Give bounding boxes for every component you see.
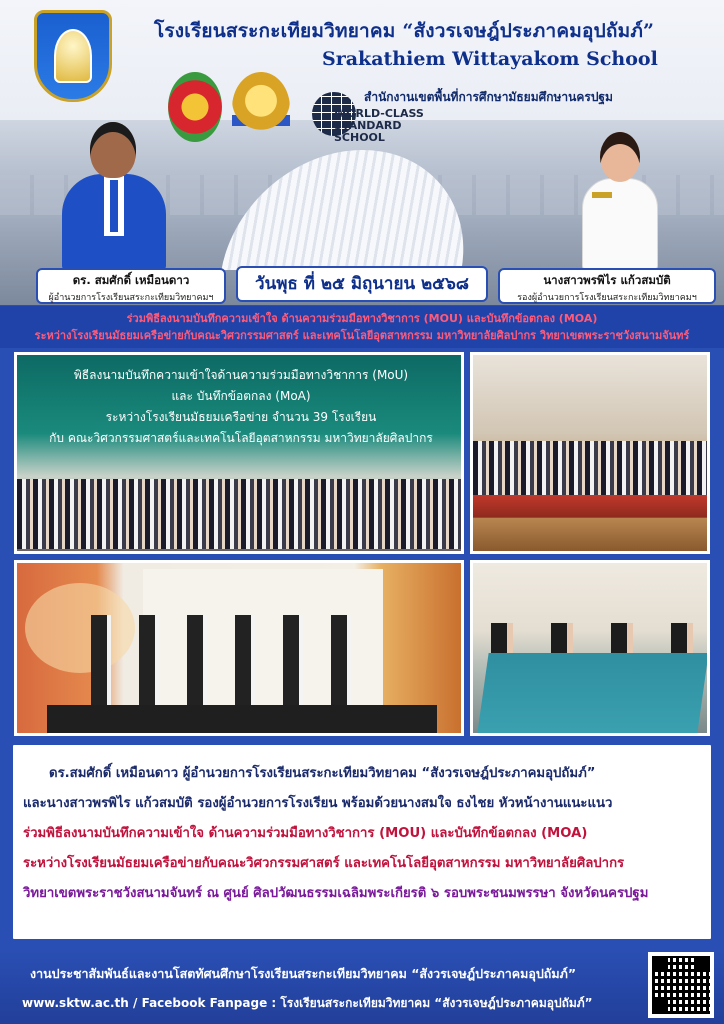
- news-body: [10, 742, 714, 942]
- stage-crowd: [473, 441, 707, 495]
- signing-officials: [77, 615, 377, 707]
- body-line-5: วิทยาเขตพระราชวังสนามจันทร์ ณ ศูนย์ ศิลปวัฒนธรรมเฉลิมพระเกียรติ ๖ รอบพระชนมพรรษา จังหวัดนครปฐม: [23, 886, 649, 901]
- caption-line-2: และ บันทึกข้อตกลง (MoA): [171, 389, 311, 403]
- deputy-title: รองผู้อำนวยการโรงเรียนสระกะเทียมวิทยาคมฯ: [517, 293, 697, 303]
- body-line-3: ร่วมพิธีลงนามบันทึกความเข้าใจ ด้านความร่วมมือทางวิชาการ (MOU) และบันทึกข้อตกลง (MOA): [23, 826, 588, 841]
- deputy-director-photo: [582, 132, 658, 270]
- subject-line-2: ระหว่างโรงเรียนมัธยมเครือข่ายกับคณะวิศวกรรมศาสตร์ และเทคโนโลยีอุตสาหกรรม มหาวิทยาลัยศิลปากร วิทยาเขตพระราชวังสนามจันทร์: [34, 329, 690, 342]
- group-crowd: [17, 479, 461, 549]
- header-banner: [0, 0, 724, 305]
- obec-logo: [168, 72, 222, 142]
- caption-line-1: พิธีลงนามบันทึกความเข้าใจด้านความร่วมมือทางวิชาการ (MoU): [73, 368, 409, 382]
- deputy-head: [600, 132, 640, 182]
- body-line-4: ระหว่างโรงเรียนมัธยมเครือข่ายกับคณะวิศวกรรมศาสตร์ และเทคโนโลยีอุตสาหกรรม มหาวิทยาลัยศิลปากร: [23, 856, 625, 871]
- director-name-card: [36, 268, 226, 304]
- school-name-english: Srakathiem Wittayakom School: [322, 48, 658, 70]
- stage-platform: [473, 495, 707, 551]
- photo-stage-group: [470, 352, 710, 554]
- signing-table: [47, 705, 437, 733]
- caption-line-4: กับ คณะวิศวกรรมศาสตร์และเทคโนโลยีอุตสาหกรรม มหาวิทยาลัยศิลปากร: [49, 431, 433, 445]
- caption-line-3: ระหว่างโรงเรียนมัธยมเครือข่าย จำนวน 39 โรงเรียน: [105, 410, 377, 424]
- subject-strip: [0, 306, 724, 348]
- photo-signing-ceremony: [14, 560, 464, 736]
- deputy-name-card: [498, 268, 716, 304]
- deputy-name: นางสาวพรพิไร แก้วสมบัติ: [543, 273, 671, 287]
- world-class-line2: STANDARD SCHOOL: [334, 119, 402, 144]
- footer-department: งานประชาสัมพันธ์และงานโสตทัศนศึกษาโรงเรียนสระกะเทียมวิทยาคม “สังวรเจษฎ์ประภาคมอุปถัมภ์”: [30, 966, 577, 981]
- qr-code-pattern: [652, 956, 710, 1014]
- crest-emblem: [54, 29, 92, 83]
- body-line-2: และนางสาวพรพิไร แก้วสมบัติ รองผู้อำนวยการโรงเรียน พร้อมด้วยนางสมใจ ธงไชย หัวหน้างานแนะแนว: [23, 796, 613, 811]
- conference-tables: [477, 653, 708, 733]
- photo-meeting-tables: [470, 560, 710, 736]
- school-name-thai: โรงเรียนสระกะเทียมวิทยาคม “สังวรเจษฎ์ประภาคมอุปถัมภ์”: [154, 20, 655, 42]
- photo-group-ceremony: [14, 352, 464, 554]
- body-line-1: ดร.สมศักดิ์ เหมือนดาว ผู้อำนวยการโรงเรียนสระกะเทียมวิทยาคม “สังวรเจษฎ์ประภาคมอุปถัมภ์”: [49, 766, 596, 781]
- subject-line-1: ร่วมพิธีลงนามบันทึกความเข้าใจ ด้านความร่วมมือทางวิชาการ (MOU) และบันทึกข้อตกลง (MOA): [126, 312, 598, 325]
- director-title: ผู้อำนวยการโรงเรียนสระกะเทียมวิทยาคมฯ: [48, 293, 214, 303]
- director-head: [90, 122, 136, 178]
- footer-bar: [0, 948, 724, 1024]
- director-tie: [110, 180, 118, 232]
- school-crest-logo: [34, 10, 112, 102]
- world-class-logo-text: [334, 108, 454, 144]
- director-name: ดร. สมศักดิ์ เหมือนดาว: [72, 273, 190, 287]
- secondary-area-logo: [232, 72, 290, 144]
- qr-code[interactable]: [648, 952, 714, 1018]
- education-office-name: สำนักงานเขตพื้นที่การศึกษามัธยมศึกษานครปฐม: [364, 90, 613, 104]
- footer-website-link[interactable]: www.sktw.ac.th / Facebook Fanpage : โรงเรียนสระกะเทียมวิทยาคม “สังวรเจษฎ์ประภาคมอุปถัมภ์”: [22, 996, 593, 1010]
- director-photo: [62, 122, 166, 270]
- photo-caption: [31, 365, 451, 449]
- deputy-badge: [592, 192, 612, 198]
- world-class-line1: WORLD-CLASS: [334, 107, 424, 120]
- event-date: วันพุธ ที่ ๒๕ มิถุนายน ๒๕๖๘: [236, 266, 488, 302]
